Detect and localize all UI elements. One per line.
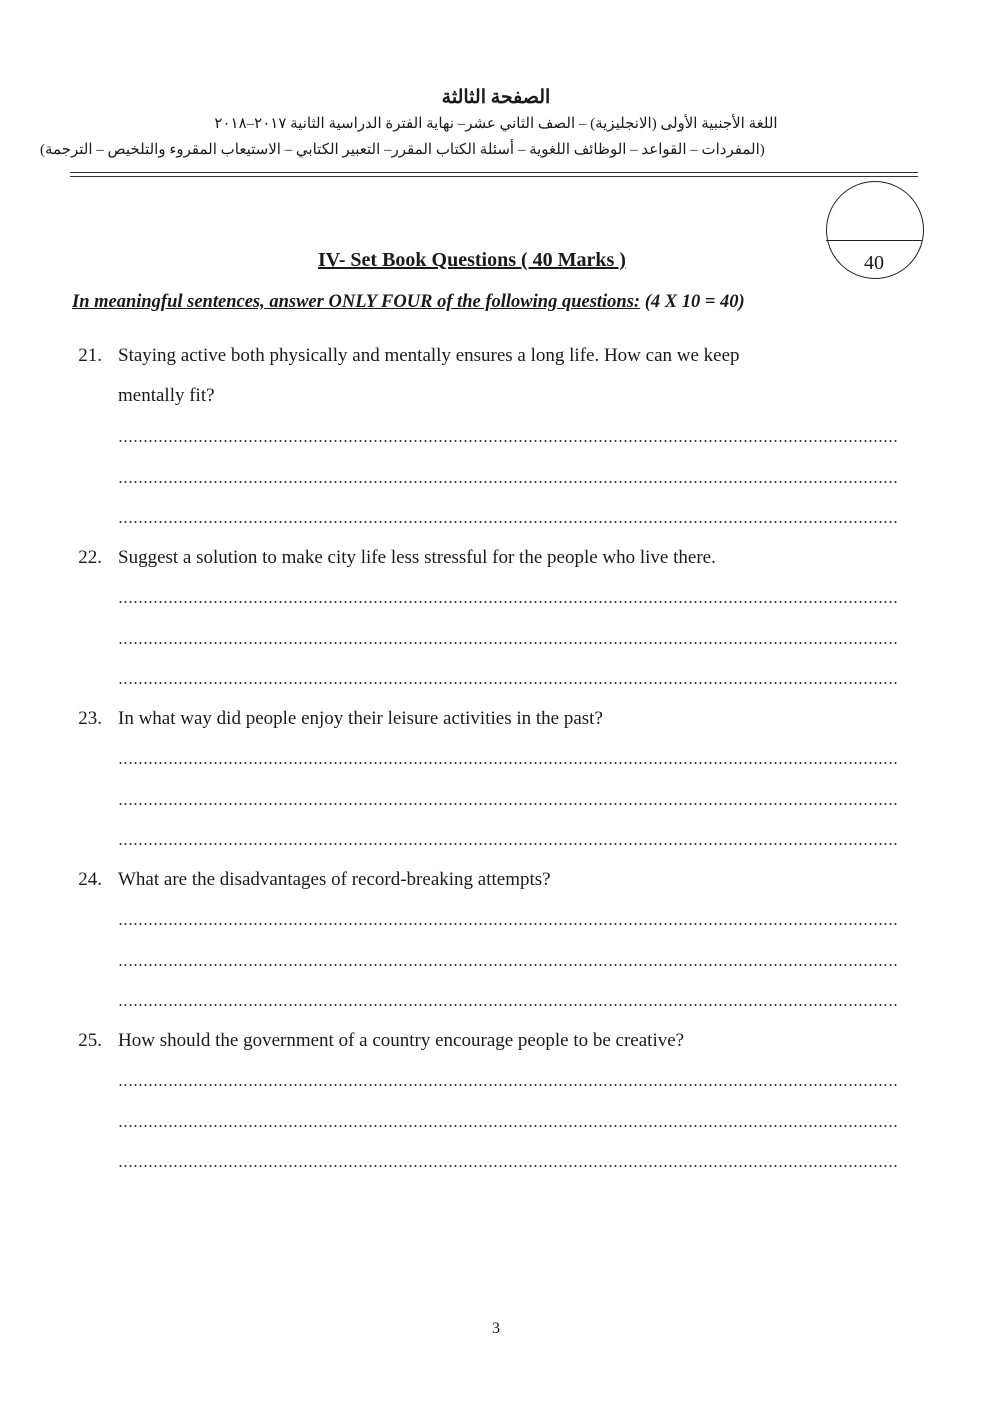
- answer-line[interactable]: [118, 1125, 898, 1127]
- answer-line[interactable]: [118, 843, 898, 845]
- answer-line[interactable]: [118, 1084, 898, 1086]
- question-text: How should the government of a country encourage people to be creative?: [118, 1030, 685, 1051]
- answer-line[interactable]: [118, 642, 898, 644]
- question-number: 22.: [78, 547, 102, 568]
- answer-line[interactable]: [118, 803, 898, 805]
- answer-line[interactable]: [118, 1004, 898, 1006]
- instructions: [72, 292, 745, 313]
- question-text-cont: mentally fit?: [118, 385, 215, 406]
- question-number: 21.: [78, 345, 102, 366]
- marks-breakdown: (4 X 10 = 40): [640, 292, 745, 312]
- answer-line[interactable]: [118, 923, 898, 925]
- page-header-title: الصفحة الثالثة: [441, 87, 551, 108]
- section-title: IV- Set Book Questions ( 40 Marks ): [318, 249, 626, 271]
- answer-line[interactable]: [118, 1165, 898, 1167]
- exam-sections-line: (المفردات – القواعد – الوظائف اللغوية – أسئلة الكتاب المقرر– التعبير الكتابي – الاستيعاب المقروء والتلخيص – الترجمة): [40, 142, 765, 158]
- answer-line[interactable]: [118, 521, 898, 523]
- page-number: 3: [492, 1320, 500, 1337]
- question-text: In what way did people enjoy their leisure activities in the past?: [118, 708, 603, 729]
- total-marks: 40: [864, 252, 884, 274]
- answer-line[interactable]: [118, 481, 898, 483]
- question-text: Staying active both physically and mentally ensures a long life. How can we keep: [118, 345, 740, 366]
- exam-info-line: اللغة الأجنبية الأولى (الانجليزية) – الصف الثاني عشر– نهاية الفترة الدراسية الثانية ٢٠١٧–٢٠١٨: [214, 116, 778, 132]
- answer-line[interactable]: [118, 440, 898, 442]
- marks-circle-divider: [826, 240, 922, 241]
- answer-line[interactable]: [118, 964, 898, 966]
- question-number: 24.: [78, 869, 102, 890]
- instructions-text: In meaningful sentences, answer ONLY FOUR of the following questions:: [72, 292, 641, 312]
- question-text: What are the disadvantages of record-breaking attempts?: [118, 869, 551, 890]
- header-divider: [70, 172, 918, 173]
- question-number: 23.: [78, 708, 102, 729]
- header-divider: [70, 176, 918, 177]
- answer-line[interactable]: [118, 682, 898, 684]
- question-text: Suggest a solution to make city life less stressful for the people who live there.: [118, 547, 716, 568]
- answer-line[interactable]: [118, 762, 898, 764]
- answer-line[interactable]: [118, 601, 898, 603]
- question-number: 25.: [78, 1030, 102, 1051]
